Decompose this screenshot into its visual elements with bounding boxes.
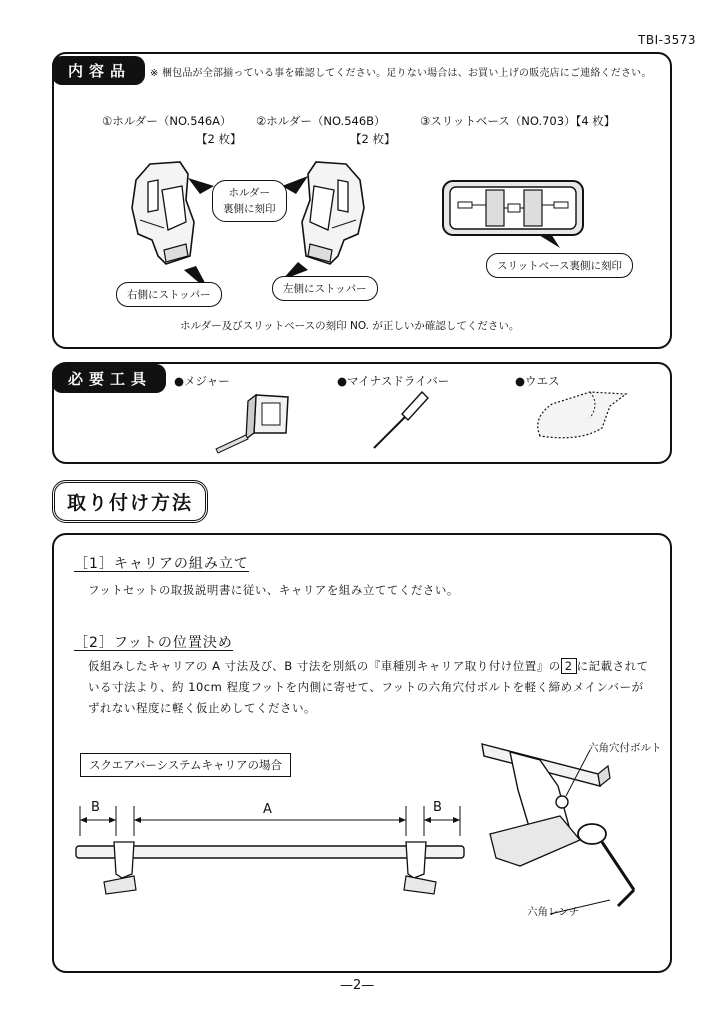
slit-base-illustration [442,180,584,236]
contents-note: ※ 梱包品が全部揃っている事を確認してください。足りない場合は、お買い上げの販売店にご連絡ください。 [150,68,652,79]
callout-left-stopper: 左側にストッパー [272,276,378,301]
dim-b-left: B [91,800,100,815]
step2-boxed-number: 2 [561,658,577,674]
step2-text [88,656,658,719]
page-number: —2— [340,978,375,993]
tool-cloth-label: ●ウエス [515,374,560,388]
callout-engraving-line1: ホルダー [228,187,271,199]
document-id: TBI-3573 [638,33,696,47]
dim-a: A [263,802,272,817]
check-note: ホルダー及びスリットベースの刻印 NO. が正しいか確認してください。 [180,320,520,332]
callout-pointers [0,0,724,400]
tool-measure-label: ●メジャー [174,374,230,388]
cloth-icon [530,388,630,444]
tape-measure-icon [212,393,292,455]
case-label: スクエアバーシステムキャリアの場合 [80,753,291,777]
step1-text: フットセットの取扱説明書に従い、キャリアを組み立ててください。 [88,583,459,597]
screwdriver-icon [370,390,430,452]
dim-b-right: B [433,800,442,815]
contents-tag: 内容品 [52,56,145,85]
tools-tag: 必要工具 [52,364,166,393]
tool-driver-label: ●マイナスドライバー [337,374,450,388]
step2-line2: いる寸法より、約 10cm 程度フットを内側に寄せて、フットの六角穴付ボルトを軽く締めメインバーが [88,680,644,694]
item1-qty: 【2 枚】 [196,132,242,146]
step1-heading: ［1］キャリアの組み立て [74,556,249,572]
step2-heading: ［2］フットの位置決め [74,635,233,651]
callout-engraving-line2: 裏側に刻印 [223,203,276,215]
item3-label: ③スリットベース（NO.703）【4 枚】 [420,114,616,128]
wrench-label: 六角レンチ [527,906,580,918]
callout-engraving [212,180,287,222]
foot-detail-illustration [480,730,660,930]
item1-name: ①ホルダー（NO.546A） [102,114,232,128]
step2-line3: ずれない程度に軽く仮止めしてください。 [88,701,316,715]
item2-qty: 【2 枚】 [350,132,396,146]
step2-line1 [88,656,658,677]
callout-slit-engraving: スリットベース裏側に刻印 [486,253,633,278]
item2-name: ②ホルダー（NO.546B） [256,114,386,128]
bolt-label: 六角穴付ボルト [588,742,662,754]
install-title: 取り付け方法 [52,480,208,523]
callout-right-stopper: 右側にストッパー [116,282,222,307]
step2-line1b: に記載されて [576,659,649,673]
step2-line1a: 仮組みしたキャリアの A 寸法及び、B 寸法を別紙の『車種別キャリア取り付け位置』の [88,659,561,673]
